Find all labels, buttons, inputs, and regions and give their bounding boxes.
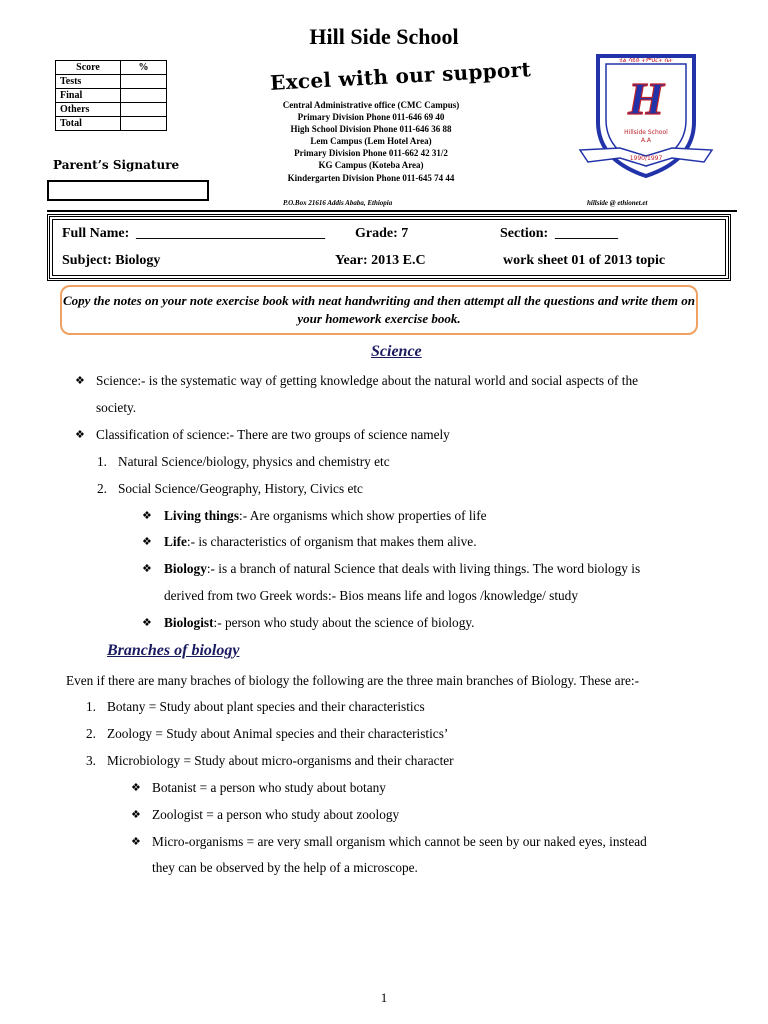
score-row xyxy=(56,103,167,117)
contact-kg-phone: Kindergarten Division Phone 011-645 74 44 xyxy=(287,173,455,183)
bullet-icon: ❖ xyxy=(142,563,152,575)
life-text: :- is characteristics of organism that makes them alive. xyxy=(186,534,477,549)
pobox-address: P.O.Box 21616 Addis Ababa, Ethiopia xyxy=(283,199,393,207)
score-row-value xyxy=(121,75,167,89)
list-number: 1. xyxy=(86,699,96,714)
instruction-text: Copy the notes on your note exercise book with neat handwriting and then attempt all the questions and write them on your homework exercise book. xyxy=(62,293,696,326)
botany-item: Botany = Study about plant species and their characteristics xyxy=(107,699,425,714)
bullet-icon: ❖ xyxy=(131,809,141,821)
parent-signature-box xyxy=(47,180,209,201)
logo-school-text: Hillside School xyxy=(624,129,668,136)
section-label: Section: xyxy=(500,226,549,241)
full-name-field[interactable]: ___________________________ xyxy=(136,226,325,241)
score-header-label: Score xyxy=(56,61,121,75)
biology-text: :- is a branch of natural Science that deals with living things. The word biology is xyxy=(206,561,641,576)
header-divider xyxy=(47,210,737,212)
logo-letters: H xyxy=(628,73,664,124)
school-motto: Excel with our support xyxy=(269,57,532,95)
contact-primary-phone: Primary Division Phone 011-646 69 40 xyxy=(297,112,445,122)
score-row xyxy=(56,75,167,89)
list-number: 3. xyxy=(86,753,96,768)
branches-heading: Branches of biology xyxy=(107,642,240,659)
school-email: hillside @ ethionet.et xyxy=(587,199,648,207)
subject-label: Subject: Biology xyxy=(62,253,161,268)
logo-ribbon-text: 1990/1997 xyxy=(629,155,663,162)
bullet-icon: ❖ xyxy=(75,375,85,387)
bullet-icon: ❖ xyxy=(75,429,85,441)
life-definition xyxy=(164,533,477,551)
contact-central-office: Central Administrative office (CMC Campus) xyxy=(282,100,460,110)
school-name: Hill Side School xyxy=(309,24,459,49)
science-heading: Science xyxy=(371,343,422,360)
student-info-box xyxy=(47,214,731,281)
classification-text: Classification of science:- There are two groups of science namely xyxy=(96,427,450,442)
contact-lem-campus: Lem Campus (Lem Hotel Area) xyxy=(310,136,432,146)
science-definition: Science:- is the systematic way of getting knowledge about the natural world and social aspects of the xyxy=(96,373,639,388)
microbiology-item: Microbiology = Study about micro-organisms and their character xyxy=(107,753,454,768)
life-term: Life xyxy=(164,534,187,549)
bullet-icon: ❖ xyxy=(131,782,141,794)
score-row xyxy=(56,89,167,103)
score-row-value xyxy=(121,117,167,131)
year-label: Year: 2013 E.C xyxy=(335,253,426,268)
living-things-text: :- Are organisms which show properties of life xyxy=(239,508,487,523)
bullet-icon: ❖ xyxy=(142,510,152,522)
biologist-text: :- person who study about the science of biology. xyxy=(213,615,475,630)
natural-science-item: Natural Science/biology, physics and chemistry etc xyxy=(118,454,390,469)
score-row-label: Tests xyxy=(56,75,121,89)
branches-intro: Even if there are many braches of biology the following are the three main branches of Biology. These are:- xyxy=(66,673,640,688)
botanist-definition: Botanist = a person who study about botany xyxy=(152,780,386,795)
logo-top-text: ሂል ሳይድ ትምህርት ቤት xyxy=(619,57,673,64)
grade-label: Grade: 7 xyxy=(355,226,409,241)
list-number: 2. xyxy=(86,726,96,741)
bullet-icon: ❖ xyxy=(142,536,152,548)
science-definition-cont: society. xyxy=(96,400,137,415)
list-number: 1. xyxy=(97,454,107,469)
page-number: 1 xyxy=(380,990,388,1005)
contact-highschool-phone: High School Division Phone 011-646 36 88 xyxy=(290,124,452,134)
living-things-term: Living things xyxy=(164,508,240,523)
score-table xyxy=(55,60,167,131)
worksheet-label: work sheet 01 of 2013 topic xyxy=(503,253,666,268)
zoologist-definition: Zoologist = a person who study about zoology xyxy=(152,807,400,822)
biology-definition-cont: derived from two Greek words:- Bios means life and logos /knowledge/ study xyxy=(164,588,578,603)
microorganisms-definition: Micro-organisms = are very small organism which cannot be seen by our naked eyes, instead xyxy=(152,834,647,849)
score-row-label: Others xyxy=(56,103,121,117)
bullet-icon: ❖ xyxy=(142,617,152,629)
score-header-percent: % xyxy=(121,61,167,75)
score-table-header xyxy=(56,61,167,75)
score-row-value xyxy=(121,89,167,103)
score-row-label: Final xyxy=(56,89,121,103)
list-number: 2. xyxy=(97,481,107,496)
logo-aa-text: A.A xyxy=(640,137,652,144)
biologist-term: Biologist xyxy=(164,615,214,630)
biology-term: Biology xyxy=(164,561,207,576)
zoology-item: Zoology = Study about Animal species and their characteristics’ xyxy=(107,726,449,741)
full-name-label: Full Name: xyxy=(62,226,130,241)
school-logo xyxy=(576,52,716,180)
section-field[interactable]: _________ xyxy=(555,226,618,241)
contact-kg-campus: KG Campus (Koteba Area) xyxy=(318,160,424,170)
score-row-label: Total xyxy=(56,117,121,131)
social-science-item: Social Science/Geography, History, Civics etc xyxy=(118,481,363,496)
bullet-icon: ❖ xyxy=(131,836,141,848)
living-things-definition xyxy=(164,507,487,525)
contact-lem-primary-phone: Primary Division Phone 011-662 42 31/2 xyxy=(294,148,448,158)
parent-signature-label: Parent’s Signature xyxy=(53,158,180,172)
score-row xyxy=(56,117,167,131)
biologist-definition xyxy=(164,614,474,632)
microorganisms-definition-cont: they can be observed by the help of a microscope. xyxy=(152,860,418,875)
score-row-value xyxy=(121,103,167,117)
biology-definition xyxy=(164,560,640,578)
